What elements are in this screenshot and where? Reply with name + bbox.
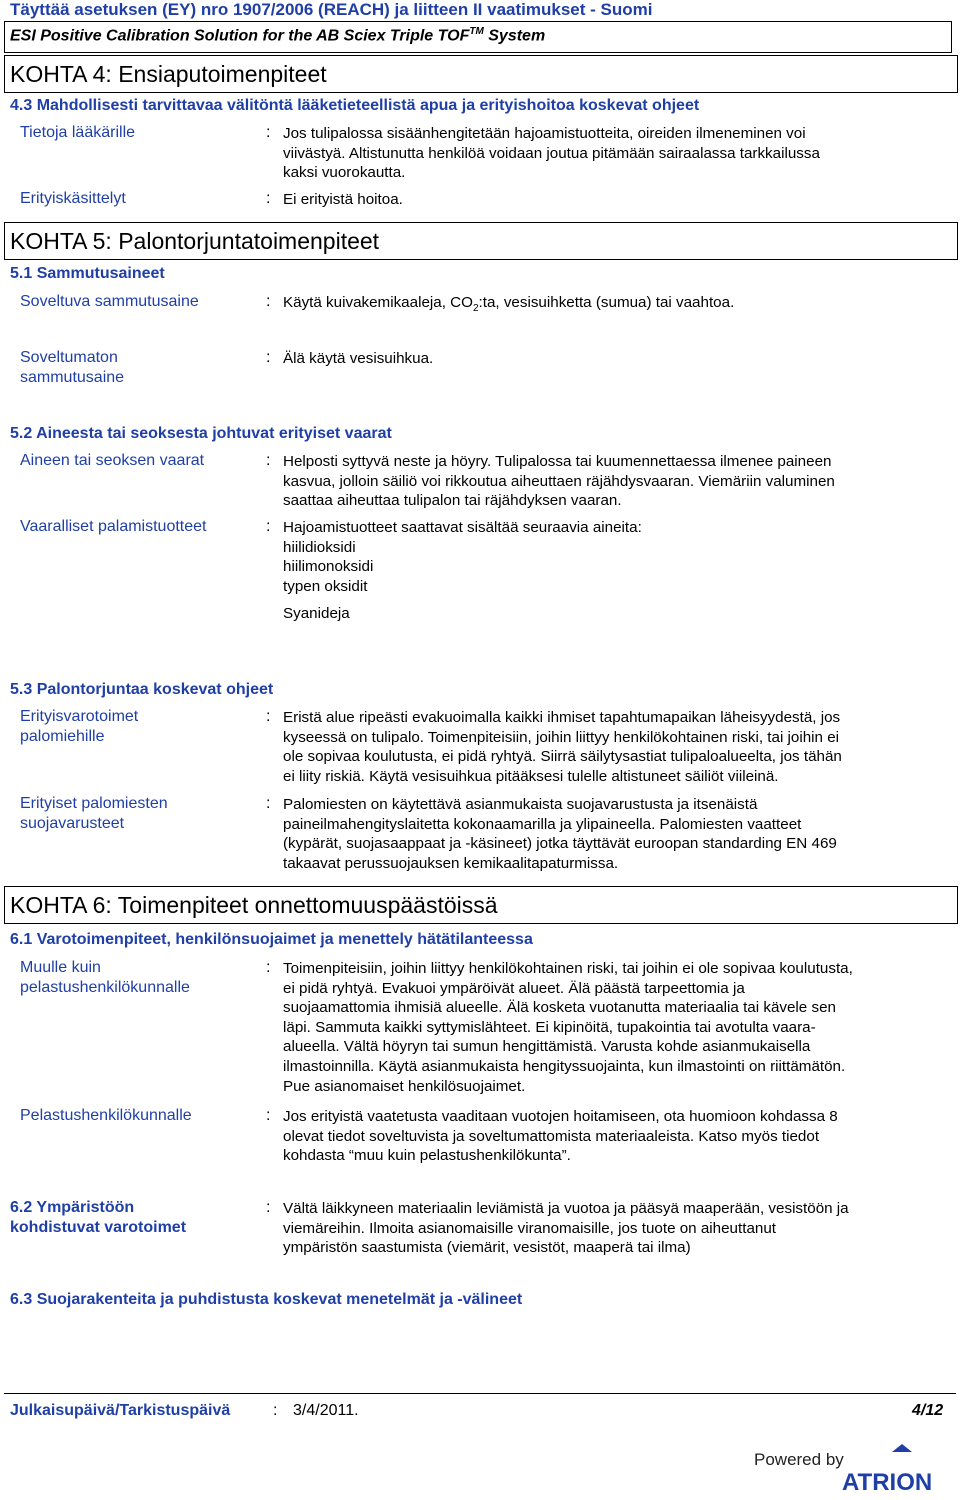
value-hazards: Helposti syttyvä neste ja höyry. Tulipalossa tai kuumennettaessa ilmenee paineen kasvua, jolloin säiliö voi rikkoutua aiheuttaen räjähdysvaaran. Viemäriin valuminen saattaa aiheuttaa tulipalon tai räjähdyksen vaaran.: [283, 453, 835, 510]
value-suitable-media: Käytä kuivakemikaaleja, $CO_2:ta$, vesisuihketta (sumua) tai vaahtoa.: [283, 294, 735, 315]
label-unsuitable-media: Soveltumaton sammutusaine: [20, 349, 125, 386]
value-cyanides: Syanideja: [283, 605, 350, 622]
colon: :: [266, 452, 271, 469]
subsection-5-2: 5.2 Aineesta tai seoksesta johtuvat erityiset vaarat: [10, 425, 392, 442]
logo-mark-icon: [892, 1444, 912, 1452]
label-emergency-responders: Pelastushenkilökunnalle: [20, 1107, 192, 1124]
colon: :: [266, 190, 271, 207]
colon: :: [266, 293, 271, 310]
value-firefighter-precautions: Eristä alue ripeästi evakuoimalla kaikki ihmiset tapahtumapaikan läheisyydestä, jos kyseessä on tulipalo. Toimenpiteisiin, joihin liittyy henkilökohtainen riski, tai joihin ei ole sopivaa koulutusta, ei pidä ryhtyä. Siirrä säilytysastiat tulipaloalueelta, jos tähän ei liity riskiä. Käytä vesisuihkua pitääksesi tulelle altistuneet säiliöt viileinä.: [283, 709, 842, 785]
section4-title: KOHTA 4: Ensiaputoimenpiteet: [10, 61, 327, 87]
value-combustion-products: Hajoamistuotteet saattavat sisältää seuraavia aineita: hiilidioksidi hiilimonoksidi typen oksidit: [283, 519, 642, 595]
subsection-6-2: 6.2 Ympäristöön kohdistuvat varotoimet: [10, 1199, 187, 1236]
colon: :: [266, 795, 271, 812]
subsection-6-3: 6.3 Suojarakenteita ja puhdistusta koskevat menetelmät ja -välineet: [10, 1291, 523, 1308]
colon: :: [266, 518, 271, 535]
label-suitable-media: Soveltuva sammutusaine: [20, 293, 199, 310]
value-special-treatment: Ei erityistä hoitoa.: [283, 191, 403, 208]
label-firefighter-equipment: Erityiset palomiesten suojavarusteet: [20, 795, 168, 832]
product-name-suffix: System: [483, 27, 546, 45]
section6-title: KOHTA 6: Toimenpiteet onnettomuuspäästöissä: [10, 892, 498, 918]
page-number: 4/12: [912, 1402, 944, 1419]
colon: :: [266, 959, 271, 976]
label-firefighter-precautions: Erityisvarotoimet palomiehille: [20, 708, 139, 745]
value-unsuitable-media: Älä käytä vesisuihkua.: [283, 350, 434, 367]
colon: :: [266, 349, 271, 366]
footer-issue-date-label: Julkaisupäivä/Tarkistuspäivä: [10, 1402, 231, 1419]
label-physician-info: Tietoja lääkärille: [20, 124, 136, 141]
label-hazards: Aineen tai seoksen vaarat: [20, 452, 205, 469]
footer-colon: :: [273, 1402, 278, 1419]
powered-by-text: Powered by: [754, 1450, 844, 1469]
subsection-5-3: 5.3 Palontorjuntaa koskevat ohjeet: [10, 681, 274, 698]
footer-issue-date: 3/4/2011.: [293, 1402, 359, 1419]
label-special-treatment: Erityiskäsittelyt: [20, 190, 126, 207]
atrion-logo-graphic: [742, 1440, 952, 1494]
atrion-logo: [742, 1440, 952, 1494]
subsection-5-1: 5.1 Sammutusaineet: [10, 265, 165, 282]
colon: :: [266, 708, 271, 725]
value-non-emergency-personnel: Toimenpiteisiin, joihin liittyy henkilökohtainen riski, tai joihin ei ole sopivaa koulutusta, ei pidä ryhtyä. Evakuoi ympäröivät alueet. Älä päästä tarpeettomia ja suojaamattomia ihmisiä alueelle. Älä kosketa vuotanutta materiaalia tai kävele sen läpi. Sammuta kaikki syttymislähteet. Ei kipinöitä, tupakointia tai avotulta vaara- alueella. Vältä höyryn tai sumun hengittämistä. Varusta kohde asianmukaisella ilmastoinnilla. Käytä asianmukaista hengityssuojainta, kun ilmastointi on riittämätön. Pue asianomaiset henkilösuojaimet.: [283, 960, 853, 1095]
value-emergency-responders: Jos erityistä vaatetusta vaaditaan vuotojen hoitamiseen, ota huomioon kohdassa 8 olevat tiedot soveltuvista ja soveltumattomista materiaaleista. Katso myös tiedot kohdasta “muu kuin pelastushenkilökunta”.: [283, 1108, 838, 1165]
product-name: [10, 26, 545, 45]
product-name-text: ESI Positive Calibration Solution for the AB Sciex Triple TOF: [10, 27, 470, 45]
subsection-6-1: 6.1 Varotoimenpiteet, henkilönsuojaimet ja menettely hätätilanteessa: [10, 931, 533, 948]
brand-name: ATRION: [842, 1469, 933, 1494]
label-combustion-products: Vaaralliset palamistuotteet: [20, 518, 207, 535]
value-physician-info: Jos tulipalossa sisäänhengitetään hajoamistuotteita, oireiden ilmeneminen voi viivästyä. Altistunutta henkilöä voidaan joutua pitämään sairaalassa tarkkailussa kaksi vuorokautta.: [283, 125, 820, 182]
subsection-4-3: 4.3 Mahdollisesti tarvittavaa välitöntä lääketieteellistä apua ja erityishoitoa koskevat ohjeet: [10, 97, 700, 114]
label-non-emergency-personnel: Muulle kuin pelastushenkilökunnalle: [20, 959, 190, 996]
colon: :: [266, 124, 271, 141]
section5-title: KOHTA 5: Palontorjuntatoimenpiteet: [10, 228, 380, 254]
trademark-mark: TM: [469, 26, 484, 37]
colon: :: [266, 1107, 271, 1124]
colon: :: [266, 1199, 271, 1216]
value-environmental-precautions: Vältä läikkyneen materiaalin leviämistä ja vuotoa ja pääsyä maaperään, vesistöön ja viemäreihin. Ilmoita asianomaisille viranomaisille, jos tuote on aiheuttanut ympäristön saastumista (viemärit, vesistöt, maaperä tai ilma): [283, 1200, 849, 1257]
value-firefighter-equipment: Palomiesten on käytettävä asianmukaista suojavarustusta ja itsenäistä paineilmahengityslaitetta kokonaamarilla ja ylipaineella. Palomiesten vaatteet (kypärät, suojasaappaat ja -käsineet) jotka täyttävät euroopan standarding EN 469 takaavat perussuojauksen kemikaalitapaturmissa.: [283, 796, 837, 872]
regulation-header: Täyttää asetuksen (EY) nro 1907/2006 (REACH) ja liitteen II vaatimukset - Suomi: [10, 0, 653, 19]
footer-divider: [4, 1393, 956, 1394]
